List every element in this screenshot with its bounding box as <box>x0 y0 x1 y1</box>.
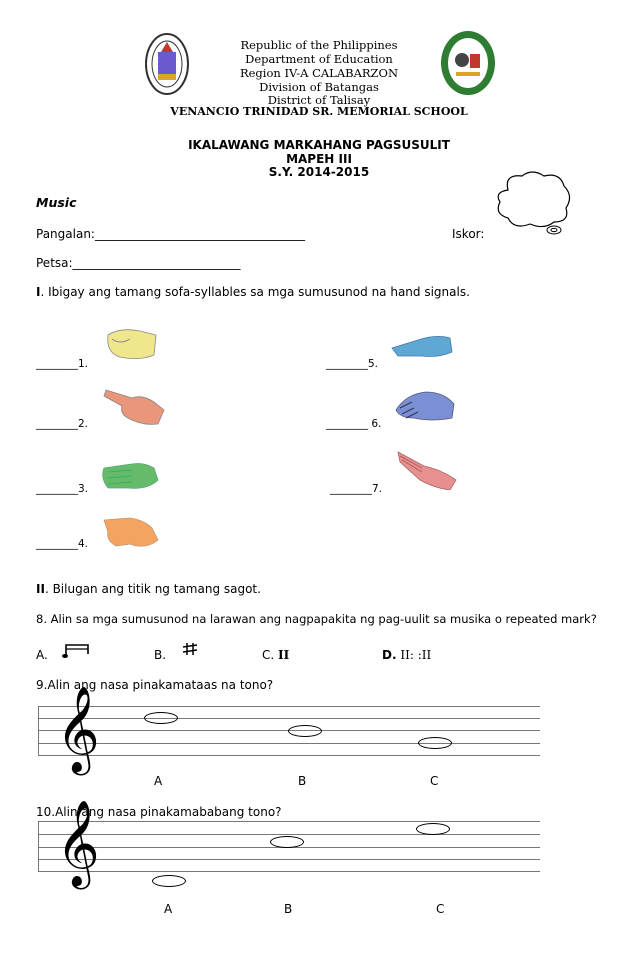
note-a[interactable] <box>152 875 186 887</box>
note-b[interactable] <box>270 836 304 848</box>
part-instruction: . Ibigay ang tamang sofa-syllables sa mga sumusunod na hand signals. <box>40 285 470 299</box>
note-c[interactable] <box>418 737 452 749</box>
double-bar-symbol: II <box>278 648 290 662</box>
question-9: 9.Alin ang nasa pinakamataas na tono? <box>36 678 274 692</box>
sharp-sign-icon <box>182 642 198 656</box>
part-number: II <box>36 582 45 596</box>
note-c[interactable] <box>416 823 450 835</box>
part-instruction: . Bilugan ang titik ng tamang sagot. <box>44 582 261 596</box>
hand-signal-icon <box>102 384 166 426</box>
exam-subject: MAPEH III <box>286 152 352 166</box>
score-cloud <box>494 170 574 242</box>
repeat-sign-symbol: II: :II <box>400 648 432 662</box>
option-d-label[interactable]: D. <box>382 648 397 662</box>
school-name: VENANCIO TRINIDAD SR. MEMORIAL SCHOOL <box>170 105 468 118</box>
answer-blank-3[interactable]: ________3. <box>36 483 89 495</box>
part-number: I <box>36 285 41 299</box>
hand-signal-icon <box>100 325 160 363</box>
header-line: Republic of the Philippines <box>240 38 398 52</box>
answer-blank-4[interactable]: ________4. <box>36 538 89 550</box>
treble-clef-icon: 𝄞 <box>56 686 100 772</box>
answer-blank-2[interactable]: ________2. <box>36 418 89 430</box>
hand-signal-icon <box>388 330 454 362</box>
name-field[interactable]: Pangalan:___________________________________ <box>36 227 305 241</box>
hand-signal-icon <box>100 512 160 552</box>
option-c-label[interactable]: C. <box>262 648 275 662</box>
hand-signal-icon <box>98 458 160 494</box>
option-b-label[interactable]: B. <box>154 648 167 662</box>
hand-signal-icon <box>394 448 460 490</box>
question-10: 10.Alin ang nasa pinakamababang tono? <box>36 805 282 819</box>
header-line: Department of Education <box>245 52 393 66</box>
choice-c[interactable]: C <box>430 774 439 788</box>
hand-signal-icon <box>392 388 458 424</box>
choice-a[interactable]: A <box>154 774 163 788</box>
answer-blank-1[interactable]: ________1. <box>36 358 89 370</box>
subject-heading: Music <box>36 195 77 210</box>
answer-blank-6[interactable]: ________ 6. <box>326 418 382 430</box>
choice-a[interactable]: A <box>164 902 173 916</box>
answer-blank-5[interactable]: ________5. <box>326 358 379 370</box>
choice-b[interactable]: B <box>284 902 293 916</box>
question-8: 8. Alin sa mga sumusunod na larawan ang nagpapakita ng pag-uulit sa musika o repeated mark? <box>36 612 597 626</box>
note-a[interactable] <box>144 712 178 724</box>
school-year: S.Y. 2014-2015 <box>268 165 370 179</box>
header-line: Region IV-A CALABARZON <box>239 66 399 80</box>
note-b[interactable] <box>288 725 322 737</box>
header-line: Division of Batangas <box>259 80 379 94</box>
beamed-notes-icon <box>62 642 92 658</box>
score-label: Iskor: <box>452 227 485 241</box>
treble-clef-icon: 𝄞 <box>56 800 100 886</box>
choice-b[interactable]: B <box>298 774 307 788</box>
choice-c[interactable]: C <box>436 902 445 916</box>
exam-title: IKALAWANG MARKAHANG PAGSUSULIT <box>188 138 450 152</box>
option-a-label[interactable]: A. <box>36 648 48 662</box>
header-line: District of Talisay <box>267 93 371 107</box>
answer-blank-7[interactable]: ________7. <box>330 483 383 495</box>
date-field[interactable]: Petsa:____________________________ <box>36 256 241 270</box>
